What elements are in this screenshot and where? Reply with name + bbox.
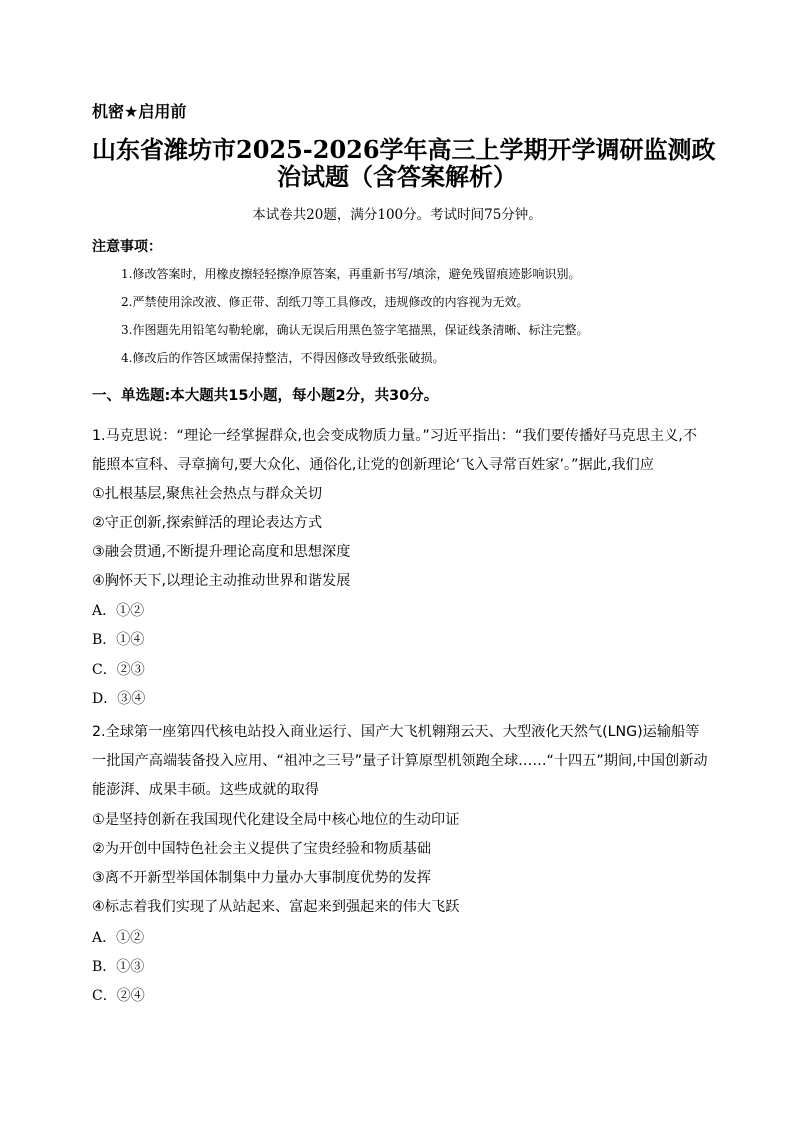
question-1-option-a: A．①② (92, 603, 145, 619)
notice-item: 4.修改后的作答区域需保持整洁，不得因修改导致纸张破损。 (121, 351, 445, 365)
question-2-option-c: C．②④ (92, 988, 145, 1004)
question-1-statement: ④胸怀天下,以理论主动推动世界和谐发展 (92, 573, 351, 589)
question-2-stem-line: 一批国产高端装备投入应用、“祖冲之三号”量子计算原型机领跑全球……“十四五”期间,中国创新动 (92, 753, 708, 769)
question-2-option-b: B．①③ (92, 959, 145, 975)
question-1-option-c: C．②③ (92, 662, 145, 678)
question-1-option-b: B．①④ (92, 632, 145, 648)
question-1-statement: ③融会贯通,不断提升理论高度和思想深度 (92, 544, 351, 560)
question-1-stem-line: 1.马克思说：“理论一经掌握群众,也会变成物质力量。”习近平指出：“我们要传播好马克思主义,不 (92, 428, 698, 444)
exam-info: 本试卷共20题，满分100分。考试时间75分钟。 (252, 207, 542, 223)
exam-title-line-2: 治试题（含答案解析） (277, 162, 517, 191)
notice-heading: 注意事项： (92, 239, 162, 255)
question-2-statement: ②为开创中国特色社会主义提供了宝贵经验和物质基础 (92, 841, 432, 857)
exam-title-line-1: 山东省潍坊市2025-2026学年高三上学期开学调研监测政 (92, 135, 716, 164)
question-1-stem-line: 能照本宣科、寻章摘句,要大众化、通俗化,让党的创新理论‘飞入寻常百姓家’。”据此,我们应 (92, 457, 654, 473)
notice-item: 1.修改答案时，用橡皮擦轻轻擦净原答案，再重新书写/填涂，避免残留痕迹影响识别。 (121, 267, 581, 281)
question-2-statement: ③离不开新型举国体制集中力量办大事制度优势的发挥 (92, 870, 432, 886)
notice-item: 2.严禁使用涂改液、修正带、刮纸刀等工具修改，违规修改的内容视为无效。 (121, 295, 529, 309)
question-2-option-a: A．①② (92, 930, 145, 946)
question-1-statement: ②守正创新,探索鲜活的理论表达方式 (92, 515, 323, 531)
question-2-stem-line: 2.全球第一座第四代核电站投入商业运行、国产大飞机翱翔云天、大型液化天然气(LNG)运输船等 (92, 724, 700, 740)
question-2-stem-line: 能澎湃、成果丰硕。这些成就的取得 (92, 782, 320, 798)
confidential-label: 机密★启用前 (92, 102, 187, 121)
question-1-statement: ①扎根基层,聚焦社会热点与群众关切 (92, 486, 323, 502)
question-2-statement: ④标志着我们实现了从站起来、富起来到强起来的伟大飞跃 (92, 899, 460, 915)
question-1-option-d: D．③④ (92, 691, 146, 707)
section-heading: 一、单选题:本大题共15小题，每小题2分，共30分。 (92, 388, 439, 404)
notice-item: 3.作图题先用铅笔勾勒轮廓，确认无误后用黑色签字笔描黑，保证线条清晰、标注完整。 (121, 323, 589, 337)
question-2-statement: ①是坚持创新在我国现代化建设全局中核心地位的生动印证 (92, 812, 460, 828)
